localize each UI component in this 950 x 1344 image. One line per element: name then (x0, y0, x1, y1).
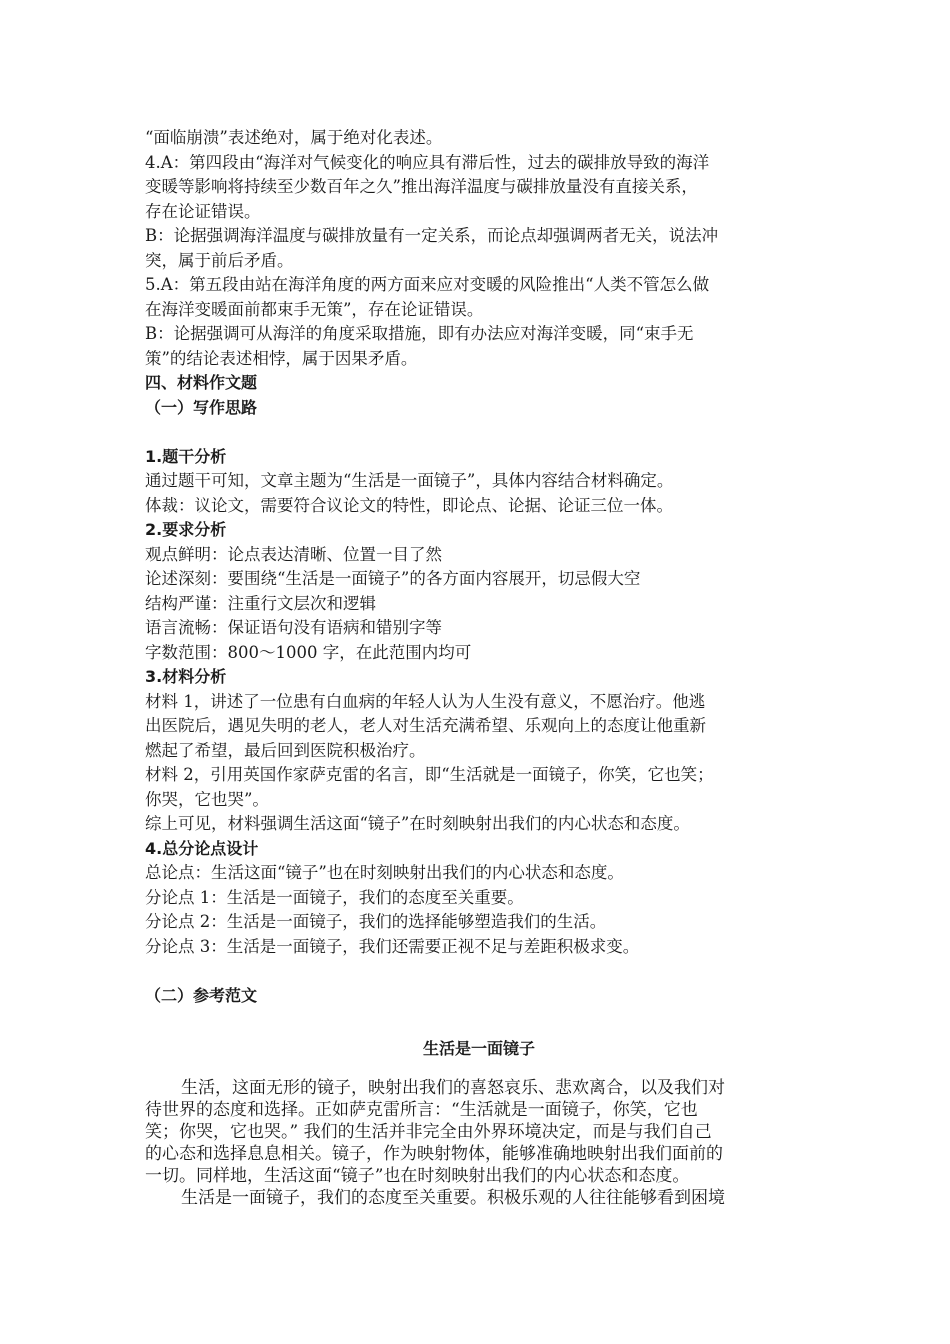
spacer (145, 1008, 813, 1033)
text-line: 总论点：生活这面“镜子”也在时刻映射出我们的内心状态和态度。 (145, 863, 624, 882)
text-line: 你哭，它也哭”。 (145, 789, 269, 809)
text-line: 综上可见，材料强调生活这面“镜子”在时刻映射出我们的内心状态和态度。 (145, 814, 690, 833)
material-analysis-block (145, 665, 813, 837)
requirements-block (145, 518, 813, 665)
text-line: 存在论证错误。 (145, 201, 261, 221)
essay-line: 生活是一面镜子，我们的态度至关重要。积极乐观的人往往能够看到困境 (181, 1187, 725, 1208)
thesis-design-block (145, 837, 813, 960)
requirements-heading: 2.要求分析 (145, 520, 227, 539)
reference-essay (145, 1037, 813, 1209)
text-line: 分论点 2：生活是一面镜子，我们的选择能够塑造我们的生活。 (145, 912, 607, 931)
document-page (145, 126, 813, 1209)
text-line: B：论据强调海洋温度与碳排放量有一定关系，而论点却强调两者无关，说法冲 (145, 226, 719, 245)
topic-analysis-block (145, 445, 813, 519)
essay-line: 的心态和选择息息相关。镜子，作为映射物体，能够准确地映射出我们面前的 (145, 1143, 723, 1164)
text-line: 材料 1，讲述了一位患有白血病的年轻人认为人生没有意义，不愿治疗。他逃 (145, 691, 706, 711)
essay-line: 笑；你哭，它也哭。” 我们的生活并非完全由外界环境决定，而是与我们自己 (145, 1121, 712, 1142)
text-line: 分论点 3：生活是一面镜子，我们还需要正视不足与差距积极求变。 (145, 936, 640, 956)
essay-title: 生活是一面镜子 (422, 1038, 535, 1058)
subsection-heading-writing-ideas: （一）写作思路 (145, 397, 258, 417)
text-line: 通过题干可知，文章主题为“生活是一面镜子”，具体内容结合材料确定。 (145, 471, 674, 490)
text-line: 材料 2，引用英国作家萨克雷的名言，即“生活就是一面镜子，你笑，它也笑； (145, 765, 714, 784)
spacer (145, 420, 813, 445)
essay-line: 一切。同样地，生活这面“镜子”也在时刻映射出我们的内心状态和态度。 (145, 1165, 690, 1186)
text-line: 变暖等影响将持续至少数百年之久”推出海洋温度与碳排放量没有直接关系， (145, 177, 698, 196)
spacer (145, 959, 813, 984)
text-line: 5.A：第五段由站在海洋角度的两方面来应对变暖的风险推出“人类不管怎么做 (145, 275, 710, 294)
text-line: B：论据强调可从海洋的角度采取措施，即有办法应对海洋变暖，同“束手无 (145, 324, 694, 343)
text-line: 燃起了希望，最后回到医院积极治疗。 (145, 740, 426, 760)
text-line: 出医院后，遇见失明的老人，老人对生活充满希望、乐观向上的态度让他重新 (145, 716, 706, 735)
section-heading: 四、材料作文题 (145, 373, 258, 392)
text-line: 字数范围：800～1000 字，在此范围内均可 (145, 642, 472, 662)
text-line: 论述深刻：要围绕“生活是一面镜子”的各方面内容展开，切忌假大空 (145, 569, 641, 588)
material-analysis-heading: 3.材料分析 (145, 667, 227, 686)
text-line: 体裁：议论文，需要符合议论文的特性，即论点、论据、论证三位一体。 (145, 495, 673, 515)
text-line: 分论点 1：生活是一面镜子，我们的态度至关重要。 (145, 887, 524, 907)
text-line: 策”的结论表述相悖，属于因果矛盾。 (145, 348, 418, 368)
subsection-heading-reference-essay: （二）参考范文 (145, 985, 258, 1005)
text-line: 结构严谨：注重行文层次和逻辑 (145, 593, 376, 613)
text-line: “面临崩溃”表述绝对，属于绝对化表述。 (145, 128, 443, 147)
section3-answer-tail (145, 126, 813, 371)
text-line: 语言流畅：保证语句没有语病和错别字等 (145, 618, 442, 637)
text-line: 在海洋变暖面前都束手无策”，存在论证错误。 (145, 299, 484, 319)
thesis-design-heading: 4.总分论点设计 (145, 838, 259, 858)
topic-analysis-heading: 1.题干分析 (145, 446, 227, 466)
text-line: 突，属于前后矛盾。 (145, 250, 294, 270)
text-line: 观点鲜明：论点表达清晰、位置一目了然 (145, 544, 442, 564)
essay-line: 待世界的态度和选择。正如萨克雷所言：“生活就是一面镜子，你笑，它也 (145, 1099, 698, 1120)
text-line: 4.A：第四段由“海洋对气候变化的响应具有滞后性，过去的碳排放导致的海洋 (145, 152, 710, 172)
essay-line: 生活，这面无形的镜子，映射出我们的喜怒哀乐、悲欢离合，以及我们对 (181, 1077, 725, 1098)
